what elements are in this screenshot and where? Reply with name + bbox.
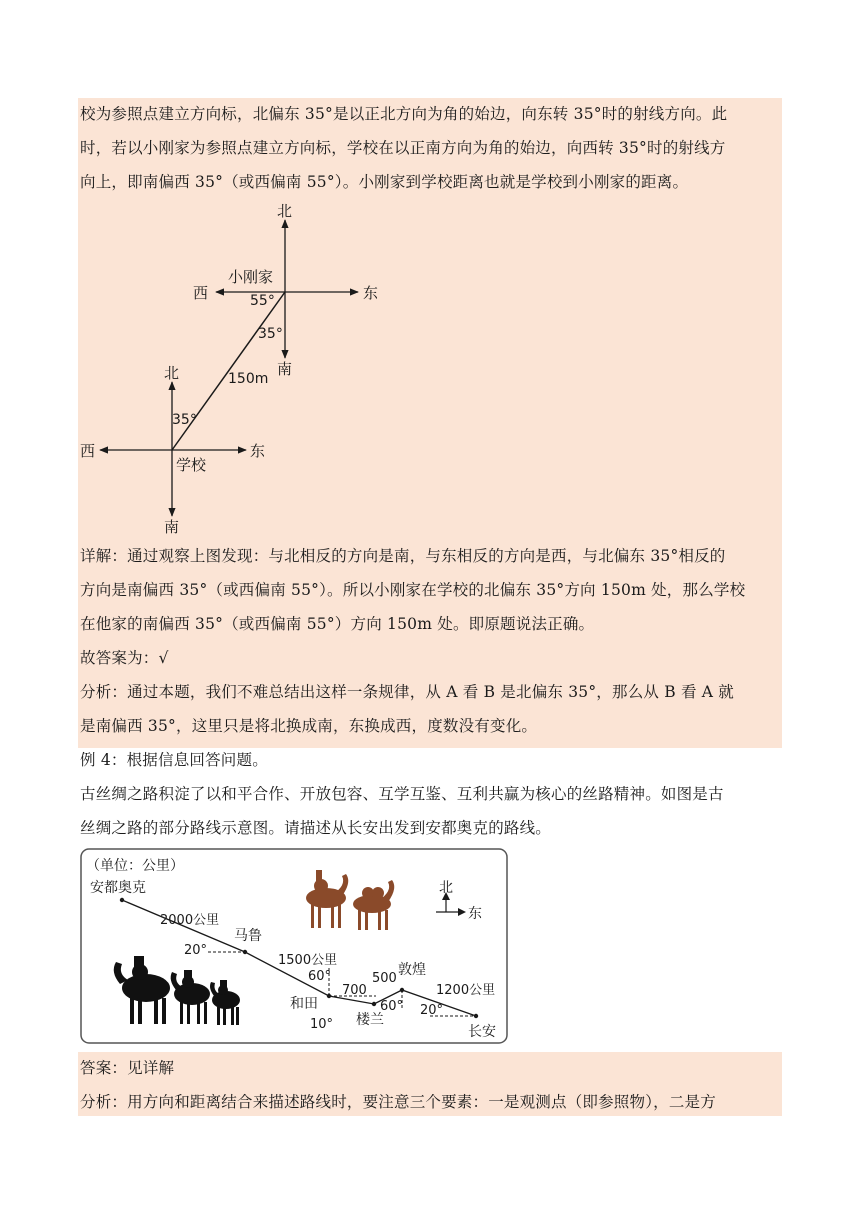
home-north-label: 北 xyxy=(277,202,293,220)
paragraph-line-1: 校为参照点建立方向标，北偏东 35°是以正北方向为角的始边，向东转 35°时的射线方向。此 xyxy=(80,105,728,123)
angle-malu: 20° xyxy=(184,943,208,958)
paragraph-line-6: 在他家的南偏西 35°（或西偏南 55°）方向 150m 处。即原题说法正确。 xyxy=(80,615,595,633)
place-hetian: 和田 xyxy=(290,996,318,1012)
silk-road-route-map xyxy=(80,848,508,1044)
paragraph-line-8: 分析：通过本题，我们不难总结出这样一条规律，从 A 看 B 是北偏东 35°，那么从 B 看 A 就 xyxy=(80,683,734,701)
compass-north-label: 北 xyxy=(439,880,453,896)
paragraph-line-5: 方向是南偏西 35°（或西偏南 55°）。所以小刚家在学校的北偏东 35°方向 150m 处，那么学校 xyxy=(80,581,746,599)
answer-line: 故答案为：√ xyxy=(80,649,169,667)
angle-hetian-bottom: 10° xyxy=(310,1017,334,1032)
place-malu: 马鲁 xyxy=(234,928,262,944)
distance-andu-malu: 2000公里 xyxy=(160,913,220,928)
paragraph-line-14: 分析：用方向和距离结合来描述路线时，要注意三个要素：一是观测点（即参照物），二是方 xyxy=(80,1093,716,1111)
angle-changan: 20° xyxy=(420,1003,444,1018)
direction-diagram xyxy=(78,198,398,538)
school-south-label: 南 xyxy=(164,518,180,536)
distance-dunhuang-changan: 1200公里 xyxy=(436,983,496,998)
home-south-label: 南 xyxy=(277,360,293,378)
angle-35-top-label: 35° xyxy=(258,326,283,342)
school-north-label: 北 xyxy=(164,364,180,382)
map-border xyxy=(81,849,507,1043)
place-dunhuang: 敦煌 xyxy=(398,962,426,978)
unit-label: （单位：公里） xyxy=(86,858,184,874)
place-loulan: 楼兰 xyxy=(356,1012,384,1028)
school-label: 学校 xyxy=(176,456,207,474)
distance-malu-hetian: 1500公里 xyxy=(278,953,338,968)
home-east-label: 东 xyxy=(363,284,379,302)
paragraph-line-11: 古丝绸之路积淀了以和平合作、开放包容、互学互鉴、互利共赢为核心的丝路精神。如图是古 xyxy=(80,785,724,803)
distance-label: 150m xyxy=(228,371,269,387)
angle-55-label: 55° xyxy=(250,293,275,309)
home-west-label: 西 xyxy=(193,284,209,302)
compass-east-label: 东 xyxy=(468,906,482,922)
paragraph-line-2: 时，若以小刚家为参照点建立方向标，学校在以正南方向为角的始边，向西转 35°时的射线方 xyxy=(80,139,726,157)
angle-hetian-top: 60° xyxy=(308,969,332,984)
paragraph-line-12: 丝绸之路的部分路线示意图。请描述从长安出发到安都奥克的路线。 xyxy=(80,819,552,837)
paragraph-line-3: 向上，即南偏西 35°（或西偏南 55°）。小刚家到学校距离也就是学校到小刚家的距离。 xyxy=(80,173,689,191)
angle-35-bottom-label: 35° xyxy=(172,412,197,428)
school-east-label: 东 xyxy=(250,442,266,460)
paragraph-line-4: 详解：通过观察上图发现：与北相反的方向是南，与东相反的方向是西，与北偏东 35°相反的 xyxy=(80,547,726,565)
paragraph-line-9: 是南偏西 35°，这里只是将北换成南，东换成西，度数没有变化。 xyxy=(80,717,538,735)
angle-loulan: 60° xyxy=(380,999,404,1014)
place-andu: 安都奥克 xyxy=(90,880,146,896)
place-changan: 长安 xyxy=(468,1024,496,1040)
distance-hetian-loulan: 700 xyxy=(342,983,367,998)
distance-loulan-dunhuang: 500 xyxy=(372,971,397,986)
home-label: 小刚家 xyxy=(228,268,274,286)
answer-see-details: 答案：见详解 xyxy=(80,1059,175,1077)
school-west-label: 西 xyxy=(80,442,96,460)
example-heading: 例 4：根据信息回答问题。 xyxy=(80,751,268,769)
